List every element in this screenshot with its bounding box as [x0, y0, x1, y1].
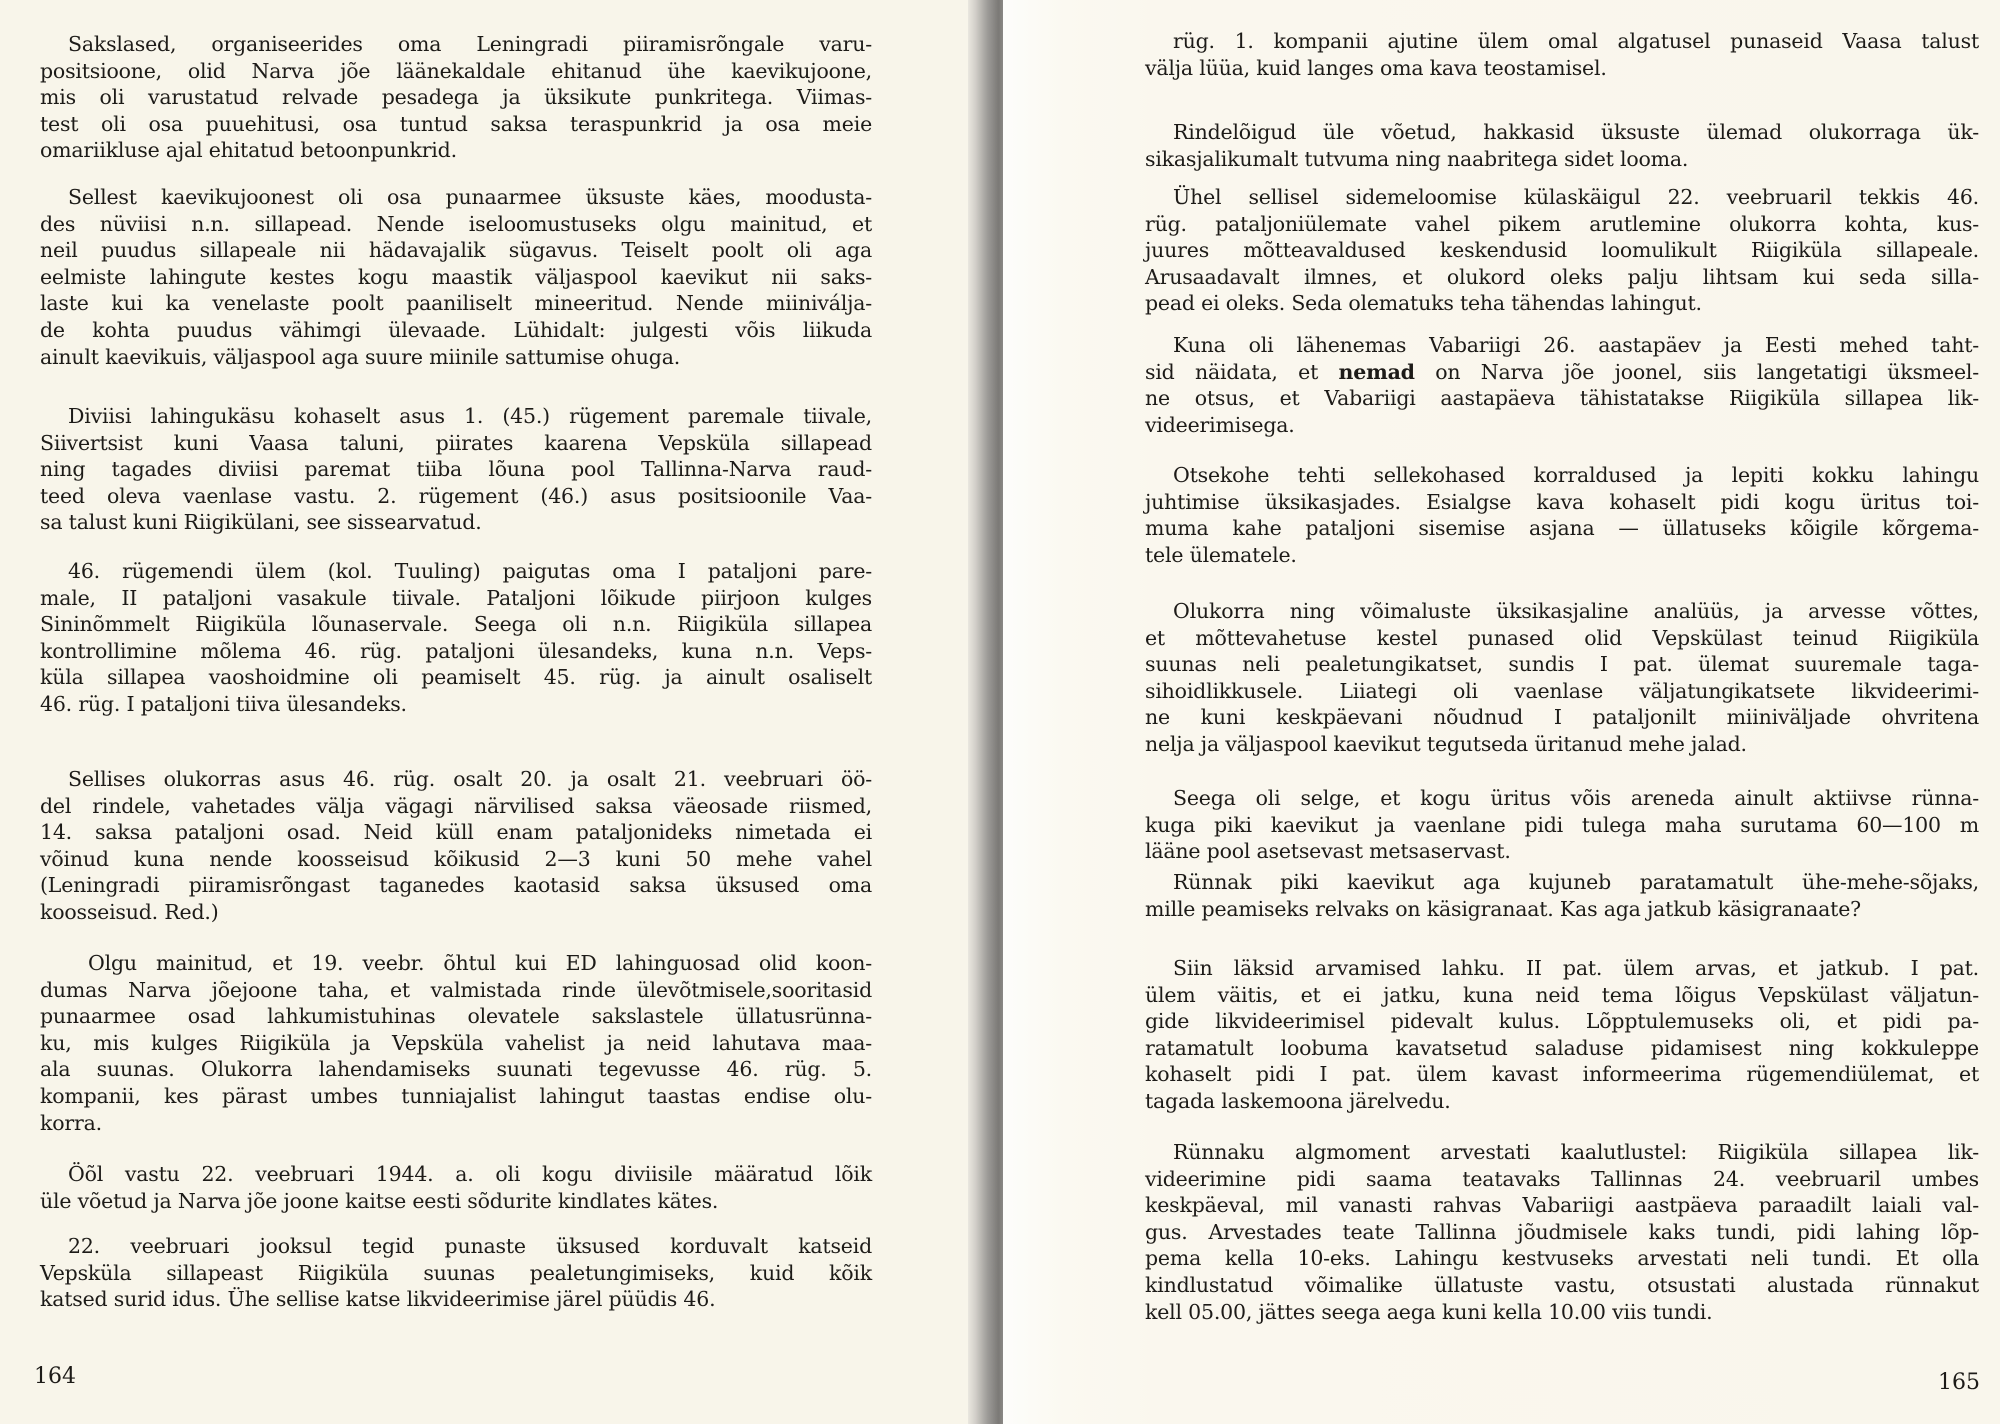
text-line: Sininõmmelt Riigiküla lõunaservale. Seega oli n.n. Riigiküla sillapea [40, 612, 872, 637]
text-line: 14. saksa pataljoni osad. Neid küll enam pataljonideks nimetada ei [40, 820, 872, 845]
text-line: 46. rüg. I pataljoni tiiva ülesandeks. [40, 691, 407, 716]
text-line: sihoidlikkusele. Liiategi oli vaenlase väljatungikatsete likvideerimi- [1145, 678, 1979, 703]
text-line: korra. [40, 1110, 102, 1135]
text-line: punaarmee osad lahkumistuhinas olevatele sakslastele üllatusrünna- [40, 1004, 872, 1029]
text-line: 22. veebruari jooksul tegid punaste üksused korduvalt katseid [68, 1234, 872, 1258]
text-line: ülem väitis, et ei jatku, kuna neid tema lõigus Vepskülast väljatun- [1145, 982, 1979, 1007]
paragraph [40, 31, 872, 164]
text-line: ainult kaevikuis, väljaspool aga suure miinile sattumise ohuga. [40, 344, 681, 369]
paragraph [1145, 184, 1979, 317]
text-line: küla sillapea vaoshoidmine oli peamiselt 45. rüg. ja ainult osaliselt [40, 665, 872, 690]
text-line: kontrollimine mõlema 46. rüg. pataljoni ülesandeks, kuna n.n. Veps- [40, 638, 872, 663]
text-line: Olukorra ning võimaluste üksikasjaline analüüs, ja arvesse võttes, [1173, 599, 1979, 623]
text-line: Rindelõigud üle võetud, hakkasid üksuste ülemad olukorraga ük- [1173, 120, 1979, 144]
text-line: juhtimise üksikasjades. Esialgse kava kohaselt pidi kogu üritus toi- [1145, 489, 1979, 514]
text-line: ne otsus, et Vabariigi aastapäeva tähistatakse Riigiküla sillapea lik- [1145, 386, 1979, 411]
text-line: Siivertsist kuni Vaasa taluni, piirates kaarena Vepsküla sillapead [40, 430, 872, 455]
text-line: 46. rügemendi ülem (kol. Tuuling) paigutas oma I pataljoni pare- [68, 559, 872, 583]
text-line: gus. Arvestades teate Tallinna jõudmisele kaks tundi, pidi lahing lõp- [1145, 1219, 1979, 1244]
text-line: rüg. 1. kompanii ajutine ülem omal algatusel punaseid Vaasa talust [1173, 29, 1979, 53]
text-line: pead ei oleks. Seda olematuks teha tähendas lahingut. [1145, 291, 1702, 316]
text-line: Öõl vastu 22. veebruari 1944. a. oli kogu diviisile määratud lõik [68, 1162, 872, 1186]
text-line: Sellest kaevikujoonest oli osa punaarmee üksuste käes, moodusta- [68, 185, 872, 209]
text-line: rüg. pataljoniülemate vahel pikem arutlemine olukorra kohta, kus- [1145, 211, 1979, 236]
text-line: juures mõtteavaldused keskendusid loomulikult Riigiküla sillapeale. [1145, 238, 1979, 263]
text-line: eelmiste lahingute kestes kogu maastik väljaspool kaevikut nii saks- [40, 264, 872, 289]
text-line: pema kella 10-eks. Lahingu kestvuseks arvestati neli tundi. Et olla [1145, 1246, 1979, 1271]
text-line: neil puudus sillapeale nii hädavajalik sügavus. Teiselt poolt oli aga [40, 238, 872, 263]
text-line: Siin läksid arvamised lahku. II pat. ülem arvas, et jatkub. I pat. [1173, 956, 1979, 980]
text-line: Diviisi lahingukäsu kohaselt asus 1. (45.) rügement paremale tiivale, [68, 404, 872, 428]
text-line: et mõttevahetuse kestel punased olid Vepskülast teinud Riigiküla [1145, 625, 1979, 650]
text-line: del rindele, vahetades välja vägagi närvilised saksa väeosade riismed, [40, 793, 872, 818]
text-line: Kuna oli lähenemas Vabariigi 26. aastapäev ja Eesti mehed taht- [1173, 333, 1979, 357]
text-line: kompanii, kes pärast umbes tunniajalist lahingut taastas endise olu- [40, 1083, 872, 1108]
text-line: Olgu mainitud, et 19. veebr. õhtul kui ED lahinguosad olid koon- [88, 951, 872, 975]
text-line: positsioone, olid Narva jõe läänekaldale ehitanud ühe kaevikujoone, [40, 58, 872, 83]
text-line: suunas neli pealetungikatset, sundis I pat. ülemat suuremale taga- [1145, 652, 1979, 677]
text-line: gide likvideerimisel pidevalt kulus. Lõpptulemuseks oli, et pidi pa- [1145, 1009, 1979, 1034]
text-line: mis oli varustatud relvade pesadega ja üksikute punkritega. Viimas- [40, 85, 872, 110]
text-line: (Leningradi piiramisrõngast taganedes kaotasid saksa üksused oma [40, 873, 872, 898]
text-line: dumas Narva jõejoone taha, et valmistada rinde ülevõtmisele,sooritasid [40, 977, 872, 1002]
text-line: Otsekohe tehti sellekohased korraldused ja lepiti kokku lahingu [1173, 463, 1979, 487]
page-number: 164 [34, 1364, 76, 1389]
text-line: ku, mis kulges Riigiküla ja Vepsküla vahelist ja neid lahutava maa- [40, 1030, 872, 1055]
text-line: muma kahe pataljoni sisemise asjana — üllatuseks kõigile kõrgema- [1145, 516, 1979, 541]
text-line: ala suunas. Olukorra lahendamiseks suunati tegevusse 46. rüg. 5. [40, 1057, 872, 1082]
text-line: sid näidata, et nemad on Narva jõe joonel, siis langetatigi üksmeel- [1145, 359, 1979, 384]
text-line: de kohta puudus vähimgi ülevaade. Lühidalt: julgesti võis liikuda [40, 317, 872, 342]
emphasized-word: nemad [1338, 359, 1415, 384]
text-line: ratamatult loobuma kavatsetud saladuse pidamisest ning kokkuleppe [1145, 1035, 1979, 1060]
paragraph [40, 766, 872, 926]
text-line: tele ülematele. [1145, 542, 1297, 567]
text-line: omariikluse ajal ehitatud betoonpunkrid. [40, 138, 457, 163]
text-line: ning tagades diviisi paremat tiiba lõuna pool Tallinna-Narva raud- [40, 457, 872, 482]
text-line: sikasjalikumalt tutvuma ning naabritega sidet looma. [1145, 146, 1689, 171]
paragraph [40, 1161, 872, 1214]
text-line: mille peamiseks relvaks on käsigranaat. Kas aga jatkub käsigranaate? [1145, 896, 1861, 921]
book-gutter [968, 0, 1004, 1424]
paragraph [1145, 955, 1979, 1115]
text-line: ne kuni keskpäevani nõudnud I pataljonilt miiniväljade ohvritena [1145, 705, 1979, 730]
text-line: Ühel sellisel sidemeloomise külaskäigul 22. veebruaril tekkis 46. [1173, 185, 1979, 209]
text-line: kindlustatud võimalike üllatuste vastu, otsustati alustada rünnakut [1145, 1272, 1979, 1297]
text-line: male, II pataljoni vasakule tiivale. Pataljoni lõikude piirjoon kulges [40, 585, 872, 610]
text-line: nelja ja väljaspool kaevikut tegutseda üritanud mehe jalad. [1145, 731, 1747, 756]
paragraph [1145, 28, 1979, 81]
text-line: Arusaadavalt ilmnes, et olukord oleks palju lihtsam kui seda silla- [1145, 264, 1979, 289]
paragraph [1145, 598, 1979, 758]
left-page [0, 0, 972, 1424]
paragraph [1145, 119, 1979, 172]
paragraph [40, 403, 872, 536]
paragraph [1145, 869, 1979, 922]
page-number: 165 [1938, 1370, 1980, 1395]
text-line: laste kui ka venelaste poolt paaniliselt mineeritud. Nende miiniválja- [40, 291, 872, 316]
text-line: katsed surid idus. Ühe sellise katse likvideerimise järel püüdis 46. [40, 1287, 716, 1312]
text-line: võinud kuna nende koosseisud kõikusid 2—3 kuni 50 mehe vahel [40, 846, 872, 871]
text-line: Rünnak piki kaevikut aga kujuneb paratamatult ühe-mehe-sõjaks, [1173, 870, 1979, 894]
paragraph [1145, 785, 1979, 865]
text-line: des nüviisi n.n. sillapead. Nende iseloomustuseks olgu mainitud, et [40, 211, 872, 236]
text-line: Vepsküla sillapeast Riigiküla suunas pealetungimiseks, kuid kõik [40, 1260, 872, 1285]
text-line: tagada laskemoona järelvedu. [1145, 1088, 1451, 1113]
paragraph [40, 1233, 872, 1313]
paragraph [1145, 462, 1979, 568]
text-line: keskpäeval, mil vanasti rahvas Vabariigi aastpäeva paraadilt laiali val- [1145, 1193, 1979, 1218]
paragraph [40, 558, 872, 718]
text-line: Sellises olukorras asus 46. rüg. osalt 20. ja osalt 21. veebruari öö- [68, 767, 872, 791]
text-line: teed oleva vaenlase vastu. 2. rügement (46.) asus positsioonile Vaa- [40, 483, 872, 508]
text-line: üle võetud ja Narva jõe joone kaitse eesti sõdurite kindlates kätes. [40, 1188, 719, 1213]
text-line: lääne pool asetsevast metsaservast. [1145, 839, 1511, 864]
text-line: videerimisega. [1145, 412, 1295, 437]
paragraph [40, 950, 872, 1136]
text-line: kohaselt pidi I pat. ülem kavast informeerima rügemendiülemat, et [1145, 1062, 1979, 1087]
paragraph [1145, 332, 1979, 438]
paragraph [40, 184, 872, 370]
text-line: kell 05.00, jättes seega aega kuni kella 10.00 viis tundi. [1145, 1299, 1713, 1324]
text-line: koosseisud. Red.) [40, 899, 219, 924]
text-line: kuga piki kaevikut ja vaenlane pidi tulega maha surutama 60—100 m [1145, 812, 1979, 837]
text-line: Seega oli selge, et kogu üritus võis areneda ainult aktiivse rünna- [1173, 786, 1979, 810]
text-line: sa talust kuni Riigikülani, see sissearvatud. [40, 510, 482, 535]
text-line: Rünnaku algmoment arvestati kaalutlustel: Riigiküla sillapea lik- [1173, 1140, 1979, 1164]
right-page [1003, 0, 2000, 1424]
text-line: Sakslased, organiseerides oma Leningradi piiramisrõngale varu- [68, 32, 872, 56]
paragraph [1145, 1139, 1979, 1325]
text-line: välja lüüa, kuid langes oma kava teostamisel. [1145, 55, 1607, 80]
text-line: test oli osa puuehitusi, osa tuntud saksa teraspunkrid ja osa meie [40, 111, 872, 136]
text-line: videerimine pidi saama teatavaks Tallinnas 24. veebruaril umbes [1145, 1166, 1979, 1191]
